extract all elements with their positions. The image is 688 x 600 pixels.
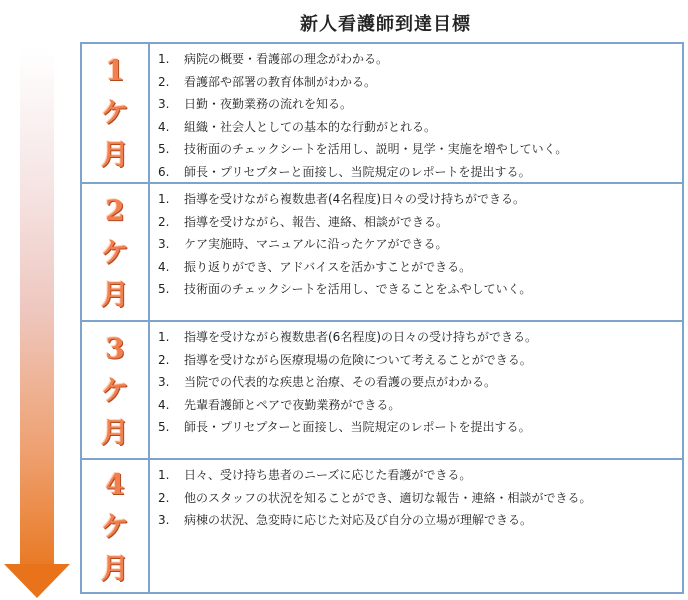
month-ke: ケ <box>100 236 129 269</box>
goal-item: 2. 看護部や部署の教育体制がわかる。 <box>158 74 377 89</box>
goal-item: 1. 指導を受けながら複数患者(4名程度)日々の受け持ちができる。 <box>158 192 526 206</box>
month-tsuki: 月 <box>100 138 129 171</box>
month-number: 2 <box>105 194 125 227</box>
goal-item: 1. 指導を受けながら複数患者(6名程度)の日々の受け持ちができる。 <box>158 330 538 344</box>
month-row-4 <box>82 458 682 594</box>
goal-item: 4. 振り返りができ、アドバイスを活かすことができる。 <box>158 259 472 274</box>
month-tsuki: 月 <box>100 552 129 585</box>
month-ke: ケ <box>100 374 129 407</box>
goal-item: 3. 病棟の状況、急変時に応じた対応及び自分の立場が理解できる。 <box>158 513 533 528</box>
month-ke: ケ <box>100 510 129 543</box>
goal-item: 3. 日勤・夜勤業務の流れを知る。 <box>158 97 353 112</box>
goal-item: 1. 病院の概要・看護部の理念がわかる。 <box>158 52 389 66</box>
timeline-arrow-shaft <box>20 48 54 566</box>
goal-item: 2. 指導を受けながら医療現場の危険について考えることができる。 <box>158 352 532 367</box>
page-title: 新人看護師到達目標 <box>300 14 471 35</box>
goal-item: 1. 日々、受け持ち患者のニーズに応じた看護ができる。 <box>158 468 472 482</box>
goal-list <box>158 48 678 184</box>
timeline-arrow-head <box>4 564 70 598</box>
month-row-1 <box>82 44 682 182</box>
month-tsuki: 月 <box>100 278 129 311</box>
goal-item: 3. ケア実施時、マニュアルに沿ったケアができる。 <box>158 237 448 252</box>
goal-item: 4. 組織・社会人としての基本的な行動がとれる。 <box>158 119 437 134</box>
goal-item: 2. 他のスタッフの状況を知ることができ、適切な報告・連絡・相談ができる。 <box>158 490 592 505</box>
goals-table <box>80 42 684 594</box>
month-number: 3 <box>105 332 125 365</box>
goal-list <box>158 464 678 532</box>
goal-item: 5. 技術面のチェックシートを活用し、できることをふやしていく。 <box>158 282 532 297</box>
goal-list <box>158 326 678 439</box>
month-number: 1 <box>105 54 125 87</box>
goal-item: 4. 先輩看護師とペアで夜勤業務ができる。 <box>158 397 401 412</box>
month-label <box>82 184 150 322</box>
month-label <box>82 322 150 460</box>
goal-item: 5. 師長・プリセプターと面接し、当院規定のレポートを提出する。 <box>158 420 531 435</box>
month-row-2 <box>82 182 682 322</box>
goal-item: 3. 当院での代表的な疾患と治療、その看護の要点がわかる。 <box>158 375 497 390</box>
month-row-3 <box>82 320 682 460</box>
goal-item: 6. 師長・プリセプターと面接し、当院規定のレポートを提出する。 <box>158 164 531 179</box>
month-tsuki: 月 <box>100 416 129 449</box>
goal-item: 5. 技術面のチェックシートを活用し、説明・見学・実施を増やしていく。 <box>158 142 568 157</box>
goal-item: 2. 指導を受けながら、報告、連絡、相談ができる。 <box>158 214 449 229</box>
month-label <box>82 44 150 182</box>
month-number: 4 <box>105 468 125 501</box>
month-label <box>82 460 150 594</box>
month-ke: ケ <box>100 96 129 129</box>
goal-list <box>158 188 678 301</box>
